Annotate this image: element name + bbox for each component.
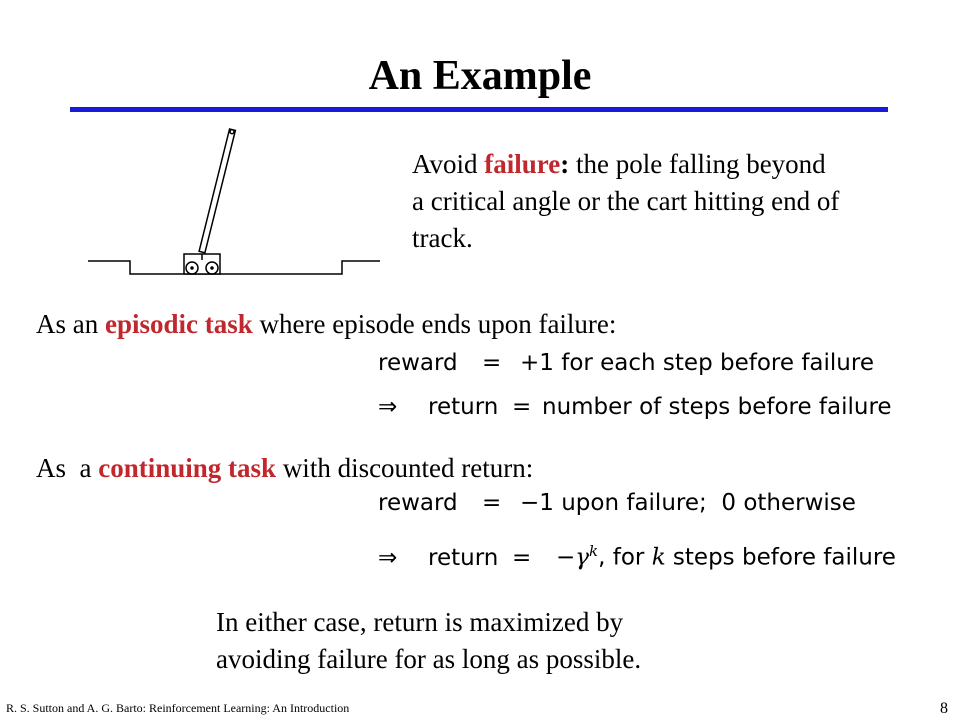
footer-citation: R. S. Sutton and A. G. Barto: Reinforcement Learning: An Introduction [6,701,350,715]
cart-pole-diagram [86,120,386,280]
continuing-reward-equation: reward = −1 upon failure; 0 otherwise [378,490,856,516]
conclusion-text: In either case, return is maximized by avoiding failure for as long as possible. [216,607,642,674]
continuing-heading: As a continuing task with discounted return: [36,453,534,483]
failure-description: Avoid failure: the pole falling beyond a critical angle or the cart hitting end of track. [412,149,840,253]
episodic-reward-equation: reward = +1 for each step before failure [378,350,874,376]
continuing-highlight: continuing task [98,453,277,483]
track-shape [88,261,380,274]
slide-title: An Example [368,53,592,99]
page-number: 8 [940,700,948,717]
implies-arrow-icon: ⇒ [378,394,398,420]
title-underline [70,107,888,112]
episodic-return-equation: ⇒ return = number of steps before failure [378,394,892,420]
continuing-return-equation: ⇒ return = $-\gamma^k$, for k steps before failure [378,542,896,571]
episodic-highlight: episodic task [105,309,253,339]
implies-arrow-icon: ⇒ [378,544,398,571]
failure-highlight: failure [484,149,561,179]
pole-shape [199,129,235,253]
episodic-heading: As an episodic task where episode ends upon failure: [36,309,617,339]
